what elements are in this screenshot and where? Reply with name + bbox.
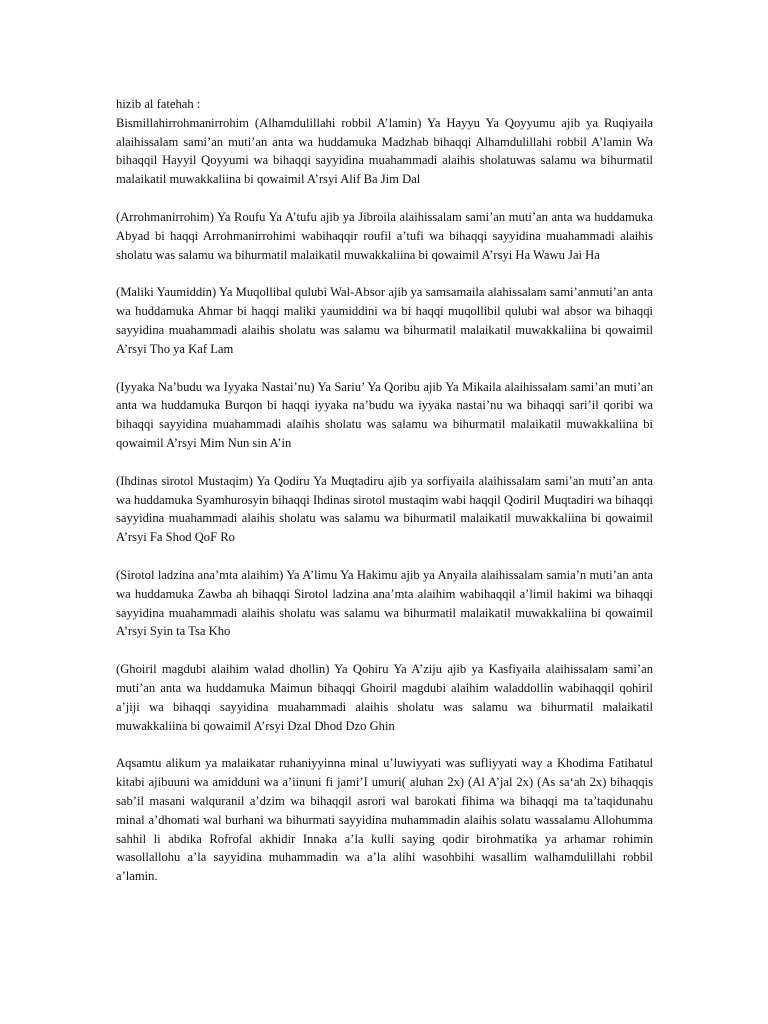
paragraph-iyyaka-nabudu: (Iyyaka Na’budu wa Iyyaka Nastai’nu) Ya Sariu’ Ya Qoribu ajib Ya Mikaila alaihissalam sami’an muti’an anta wa huddamuka Burqon bi haqqi iyyaka na’budu wa iyyaka nastai’nu wa bihaqqi sari’il qoribi wa bihaqqi sayyidina muahammadi alaihis sholatu was salamu wa bihurmatil malaikatil muwakkaliina bi qowaimil A’rsyi Mim Nun sin A’in xyxy=(116,379,653,450)
paragraph-ihdinas-sirotol: (Ihdinas sirotol Mustaqim) Ya Qodiru Ya Muqtadiru ajib ya sorfiyaila alaihissalam sami’an muti’an anta wa huddamuka Syamhurosyin bihaqqi Ihdinas sirotol mustaqim wabi haqqil Qodiril Muqtadiri wa bihaqqi sayyidina muahammadi alaihis sholatu was salamu wa bihurmatil malaikatil muwakkaliina bi qowaimil A’rsyi Fa Shod QoF Ro xyxy=(116,473,653,545)
paragraph-aqsamtu: Aqsamtu alikum ya malaikatar ruhaniyyinna minal u’luwiyyati was sufliyyati way a Khodima Fatihatul kitabi ajibuuni wa amidduni wa a’iinuni fi jami’I umuri( aluhan 2x) (Al A’jal 2x) (As sa‘ah 2x) bihaqqis sab’il masani walquranil a’dzim wa bihaqqil asrori wal barokati fihima wa bihaqqi ma ta’taqidunahu minal a’dhomati wal burhani wa bihurmati sayyidina muhammadin alaihis solatu wassalamu Allohumma sahhil li abdika Rofrofal akhidir Innaka a’la kulli saying qodir birohmatika ya arhamar rohimin wasollallohu a’la sayyidina muhammadin wa a’la alihi wasohbihi wasallim walhamdulillahi robbil a’lamin. xyxy=(116,756,653,884)
document-page xyxy=(116,95,653,905)
paragraph-maliki-yaumiddin: (Maliki Yaumiddin) Ya Muqollibal qulubi Wal-Absor ajib ya samsamaila alahissalam sami’anmuti’an anta wa huddamuka Ahmar bi haqqi maliki yaumiddini wa bi haqqi muqollibil qulubi wal absor wa bihaqqi sayyidina muahammadi alaihis sholatu was salamu wa bihurmatil malaikatil muwakkaliina bi qowaimil A’rsyi Tho ya Kaf Lam xyxy=(116,285,653,356)
paragraph-bismillah: Bismillahirrohmanirrohim (Alhamdulillahi robbil A’lamin) Ya Hayyu Ya Qoyyumu ajib ya Ruqiyaila alaihissalam sami’an muti’an anta wa huddamuka Madzhab bihaqqi Alhamdulillahi robbil A’lamin Wa bihaqqil Hayyil Qoyyumi wa bihaqqi sayyidina muahammadi alaihis sholatuwas salamu wa bihurmatil malaikatil muwakkaliina bi qowaimil A’rsyi Alif Ba Jim Dal xyxy=(116,115,653,187)
paragraph-ghoiril-magdubi: (Ghoiril magdubi alaihim walad dhollin) Ya Qohiru Ya A’ziju ajib ya Kasfiyaila alaihissalam sami’an muti’an anta wa huddamuka Maimun bihaqqi Ghoiril magdubi alaihim waladdollin wabihaqqil qohiril a’jiji wa bihaqqi sayyidina muahammadi alaihis sholatu was salamu wa bihurmatil malaikatil muwakkaliina bi qowaimil A’rsyi Dzal Dhod Dzo Ghin xyxy=(116,662,653,733)
document-heading: hizib al fatehah : xyxy=(116,97,201,111)
paragraph-arrohmanirrohim: (Arrohmanirrohim) Ya Roufu Ya A’tufu ajib ya Jibroila alaihissalam sami’an muti’an anta wa huddamuka Abyad bi haqqi Arrohmanirrohimi wabihaqqir roufil a’tufi wa bihaqqi sayyidina muahammadi alaihis sholatu was salamu wa bihurmatil malaikatil muwakkaliina bi qowaimil A’rsyi Ha Wawu Jai Ha xyxy=(116,209,653,262)
paragraph-sirotol-ladzina: (Sirotol ladzina ana’mta alaihim) Ya A’limu Ya Hakimu ajib ya Anyaila alaihissalam samia’n muti’an anta wa huddamuka Zawba ah bihaqqi Sirotol ladzina ana’mta alaihim wabihaqqil a’limil hakimi wa bihaqqi sayyidina muahammadi alaihis sholatu was salamu wa bihurmatil malaikatil muwakkaliina bi qowaimil A’rsyi Syin ta Tsa Kho xyxy=(116,567,653,639)
